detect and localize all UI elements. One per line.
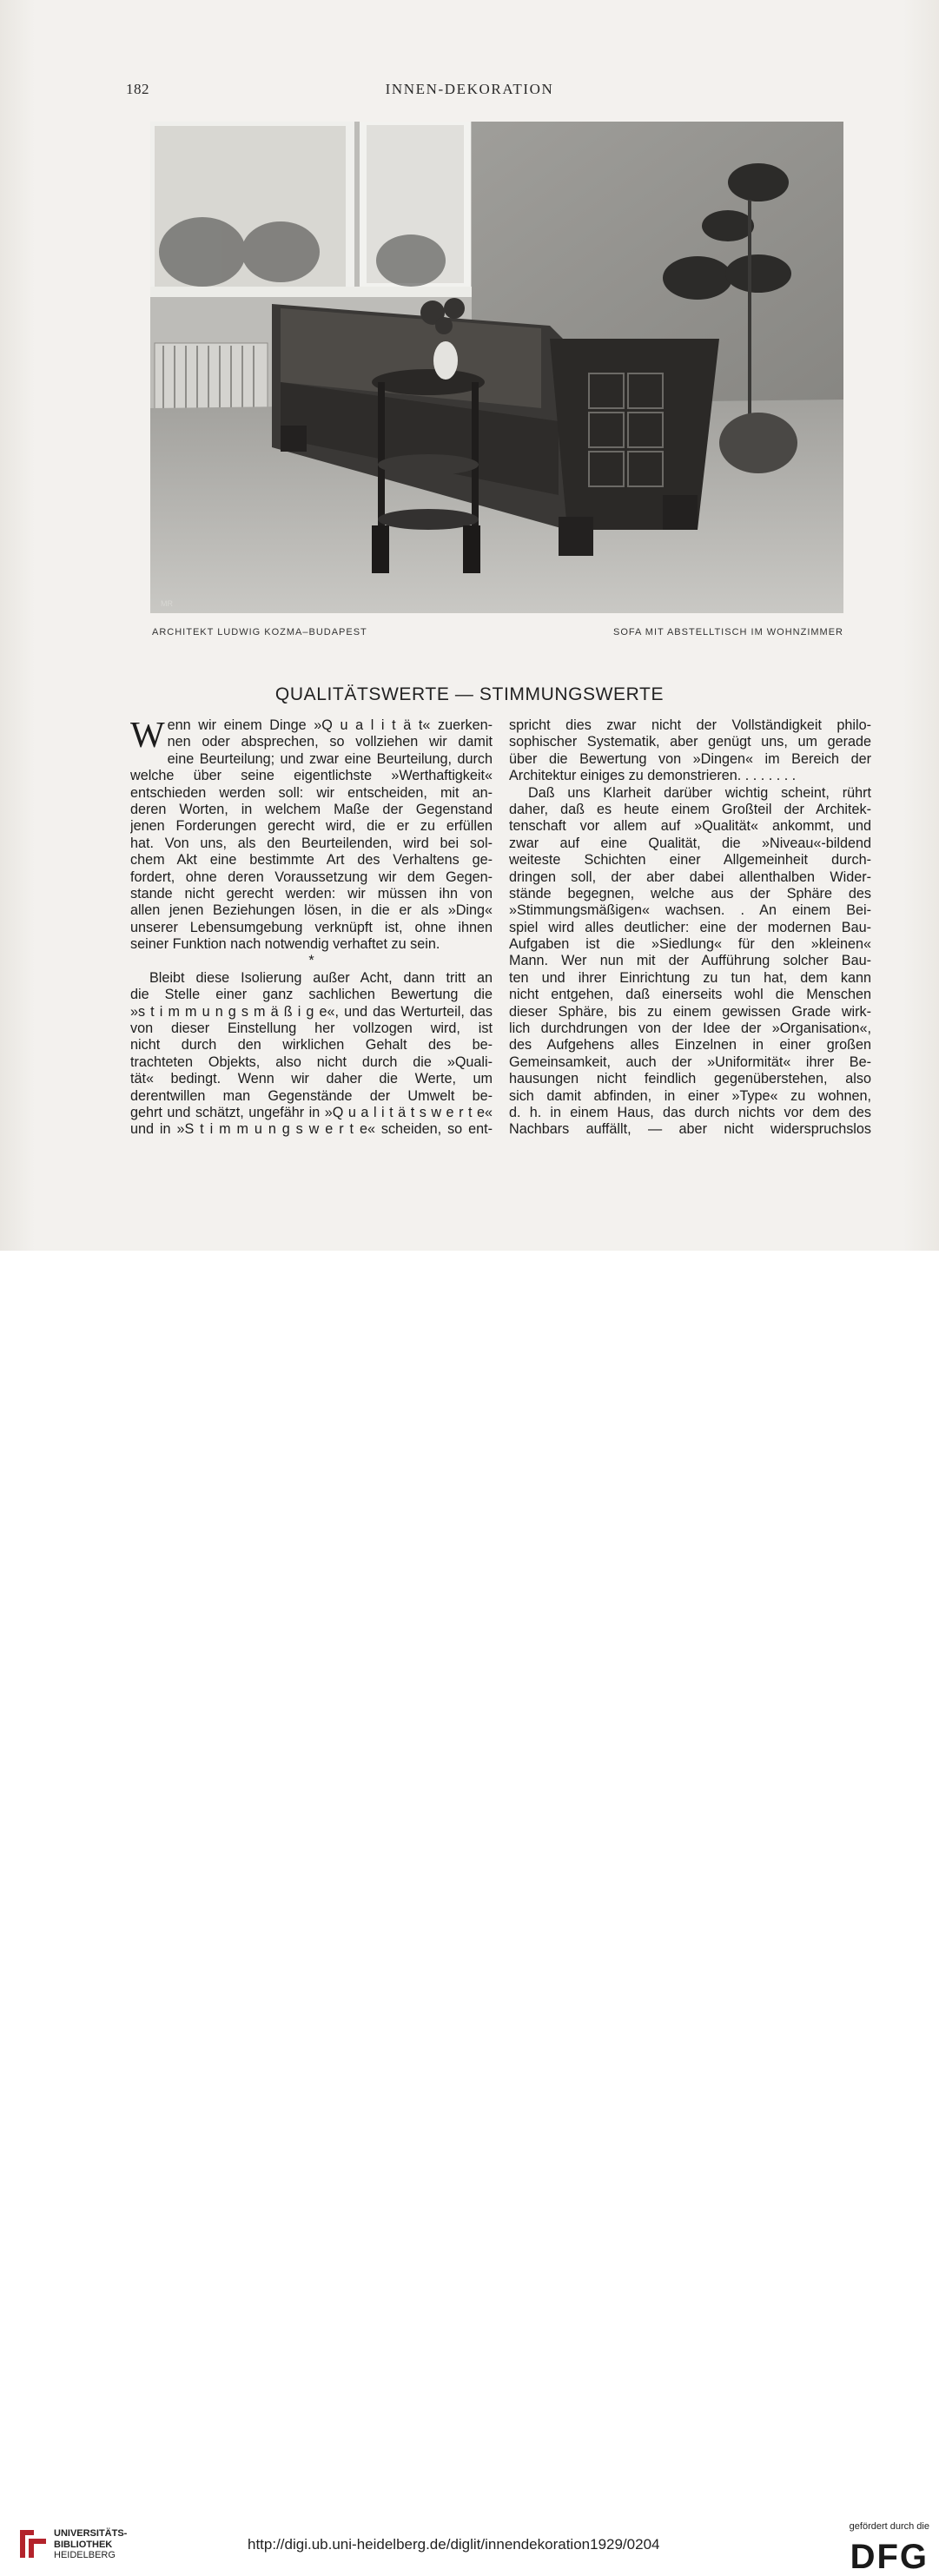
text-line: spricht dies zwar nicht der Vollständigkeit philo- [509, 717, 871, 733]
text-line: deren Worten, in welchem Maße der Gegenstand [130, 801, 493, 817]
text-line: weiteste Schichten einer Allgemeinheit durch- [509, 852, 871, 869]
dfg-logo: DFG [850, 2538, 929, 2576]
library-name [54, 2528, 127, 2561]
text-line: Daß uns Klarheit darüber wichtig scheint, rührt [528, 784, 871, 801]
text-line: stande nicht gerecht werden: wir müssen ihn von [130, 885, 493, 902]
text-line: stände begegnen, welche aus der Sphäre des [509, 885, 871, 902]
university-library-logo-icon [17, 2526, 50, 2561]
text-line: dieser Sphäre, bis zu einem gewissen Grade wirk- [509, 1003, 871, 1020]
article-title: QUALITÄTSWERTE — STIMMUNGSWERTE [274, 684, 665, 704]
right-column [509, 717, 871, 1139]
text-line: über die Bewertung von »Dingen« im Bereich der [509, 750, 871, 767]
text-line: sophischer Systematik, aber genügt uns, um gerade [509, 734, 871, 750]
library-line: UNIVERSITÄTS- [54, 2528, 128, 2539]
text-line: entschieden werden soll: wir entscheiden, mit an- [130, 784, 493, 801]
text-line: Bleibt diese Isolierung außer Acht, dann tritt an [149, 969, 493, 986]
text-line: gehrt und schätzt, ungefähr in »Q u a l i t ä t s w e r t e« [130, 1104, 493, 1120]
running-head [0, 81, 939, 103]
text-line: Aufgaben ist die »Siedlung« für den »kleinen« [509, 936, 871, 953]
text-line: »s t i m m u n g s m ä ß i g e«, und das Werturteil, das [130, 1003, 493, 1020]
text-line: dringen soll, der aber dabei allenthalben Wider- [509, 869, 871, 885]
funded-by-label: gefördert durch die [849, 2521, 929, 2532]
text-line: fordert, ohne deren Voraussetzung wir dem Gegen- [130, 869, 493, 885]
journal-title: INNEN-DEKORATION [385, 81, 554, 97]
text-line: tenschaft vor allem auf »Qualität« ankommt, und [509, 818, 871, 835]
library-line: HEIDELBERG [54, 2550, 116, 2560]
text-line: enn wir einem Dinge »Q u a l i t ä t« zuerken- [167, 717, 493, 733]
text-line: allen jenen Beziehungen lösen, in die er als »Ding« [130, 902, 493, 919]
text-line: spiel wird alles deutlicher: eine der modernen Bau- [509, 919, 871, 935]
text-line: welche über seine eigentlichste »Werthaftigkeit« [130, 768, 493, 784]
text-line: unserer Lebensumgebung verknüpft ist, ohne ihnen [130, 919, 493, 935]
text-line: und in »S t i m m u n g s w e r t e« scheiden, so ent- [130, 1121, 493, 1138]
library-line: BIBLIOTHEK [54, 2539, 113, 2550]
text-line: jenen Forderungen gerecht wird, die er zu erfüllen [130, 818, 493, 835]
text-line: sich damit abfinden, in einer »Type« zu wohnen, [509, 1087, 871, 1104]
caption-description: SOFA MIT ABSTELLTISCH IM WOHNZIMMER [612, 627, 843, 637]
text-line: trachteten Objekts, also nicht durch die »Quali- [130, 1054, 493, 1070]
text-line: lich durchdrungen von der Idee der »Organisation«, [509, 1020, 871, 1037]
text-line: Nachbars auffällt, — aber nicht widerspruchslos [509, 1121, 871, 1138]
text-line: die Stelle einer ganz sachlichen Bewertung die [130, 987, 493, 1003]
digital-collection-link[interactable]: http://digi.ub.uni-heidelberg.de/diglit/innendekoration1929/0204 [248, 2536, 660, 2553]
left-column [130, 717, 493, 1139]
text-line: von dieser Einstellung her vollzogen wird, ist [130, 1020, 493, 1037]
text-line: tät« bedingt. Wenn wir daher die Werte, um [130, 1071, 493, 1087]
text-line: seiner Funktion nach notwendig verhaftet zu sein. [130, 936, 440, 953]
text-line: nen oder absprechen, so vollziehen wir damit [167, 734, 493, 750]
text-line: daher, daß es heute einem Großteil der Architek- [509, 801, 871, 817]
text-line: hat. Von uns, als den Beurteilenden, wird bei sol- [130, 835, 493, 851]
page-number: 182 [126, 81, 149, 97]
section-separator: * [308, 953, 314, 969]
digitization-footer [0, 1251, 939, 2576]
text-line: nicht entgehen, daß einerseits wohl die Menschen [509, 987, 871, 1003]
interior-photograph [150, 122, 843, 613]
text-line: des Aufgehens alles Einzelnen in einer großen [509, 1037, 871, 1054]
text-line: »Stimmungsmäßigen« wachsen. . An einem Bei- [509, 902, 871, 919]
text-line: derentwillen man Gegenstände der Umwelt be- [130, 1087, 493, 1104]
text-line: hausungen nicht feindlich gegenüberstehen, also [509, 1071, 871, 1087]
text-line: ten und ihrer Einrichtung zu tun hat, dem kann [509, 969, 871, 986]
text-line: zwar auf eine Qualität, die »Niveau«-bildend [509, 835, 871, 851]
text-line: chem Akt eine bestimmte Art des Verhaltens ge- [130, 852, 493, 869]
text-line: Architektur einiges zu demonstrieren. . . . . . . . [509, 768, 797, 784]
photo-monogram: MR [161, 599, 173, 608]
drop-cap: W [130, 716, 165, 756]
text-line: Gemeinsamkeit, auch der »Uniformität« ihrer Be- [509, 1054, 871, 1070]
text-line: d. h. in einem Haus, das durch nichts vor dem des [509, 1104, 871, 1120]
text-line: eine Beurteilung; und zwar eine Beurteilung, durch [167, 750, 493, 767]
text-line: nicht durch den wirklichen Gehalt des be- [130, 1037, 493, 1054]
sofa-photo-illustration [150, 122, 843, 613]
caption-architect: ARCHITEKT LUDWIG KOZMA–BUDAPEST [152, 627, 367, 637]
text-line: Mann. Wer nun mit der Aufführung solcher Bau- [509, 953, 871, 969]
